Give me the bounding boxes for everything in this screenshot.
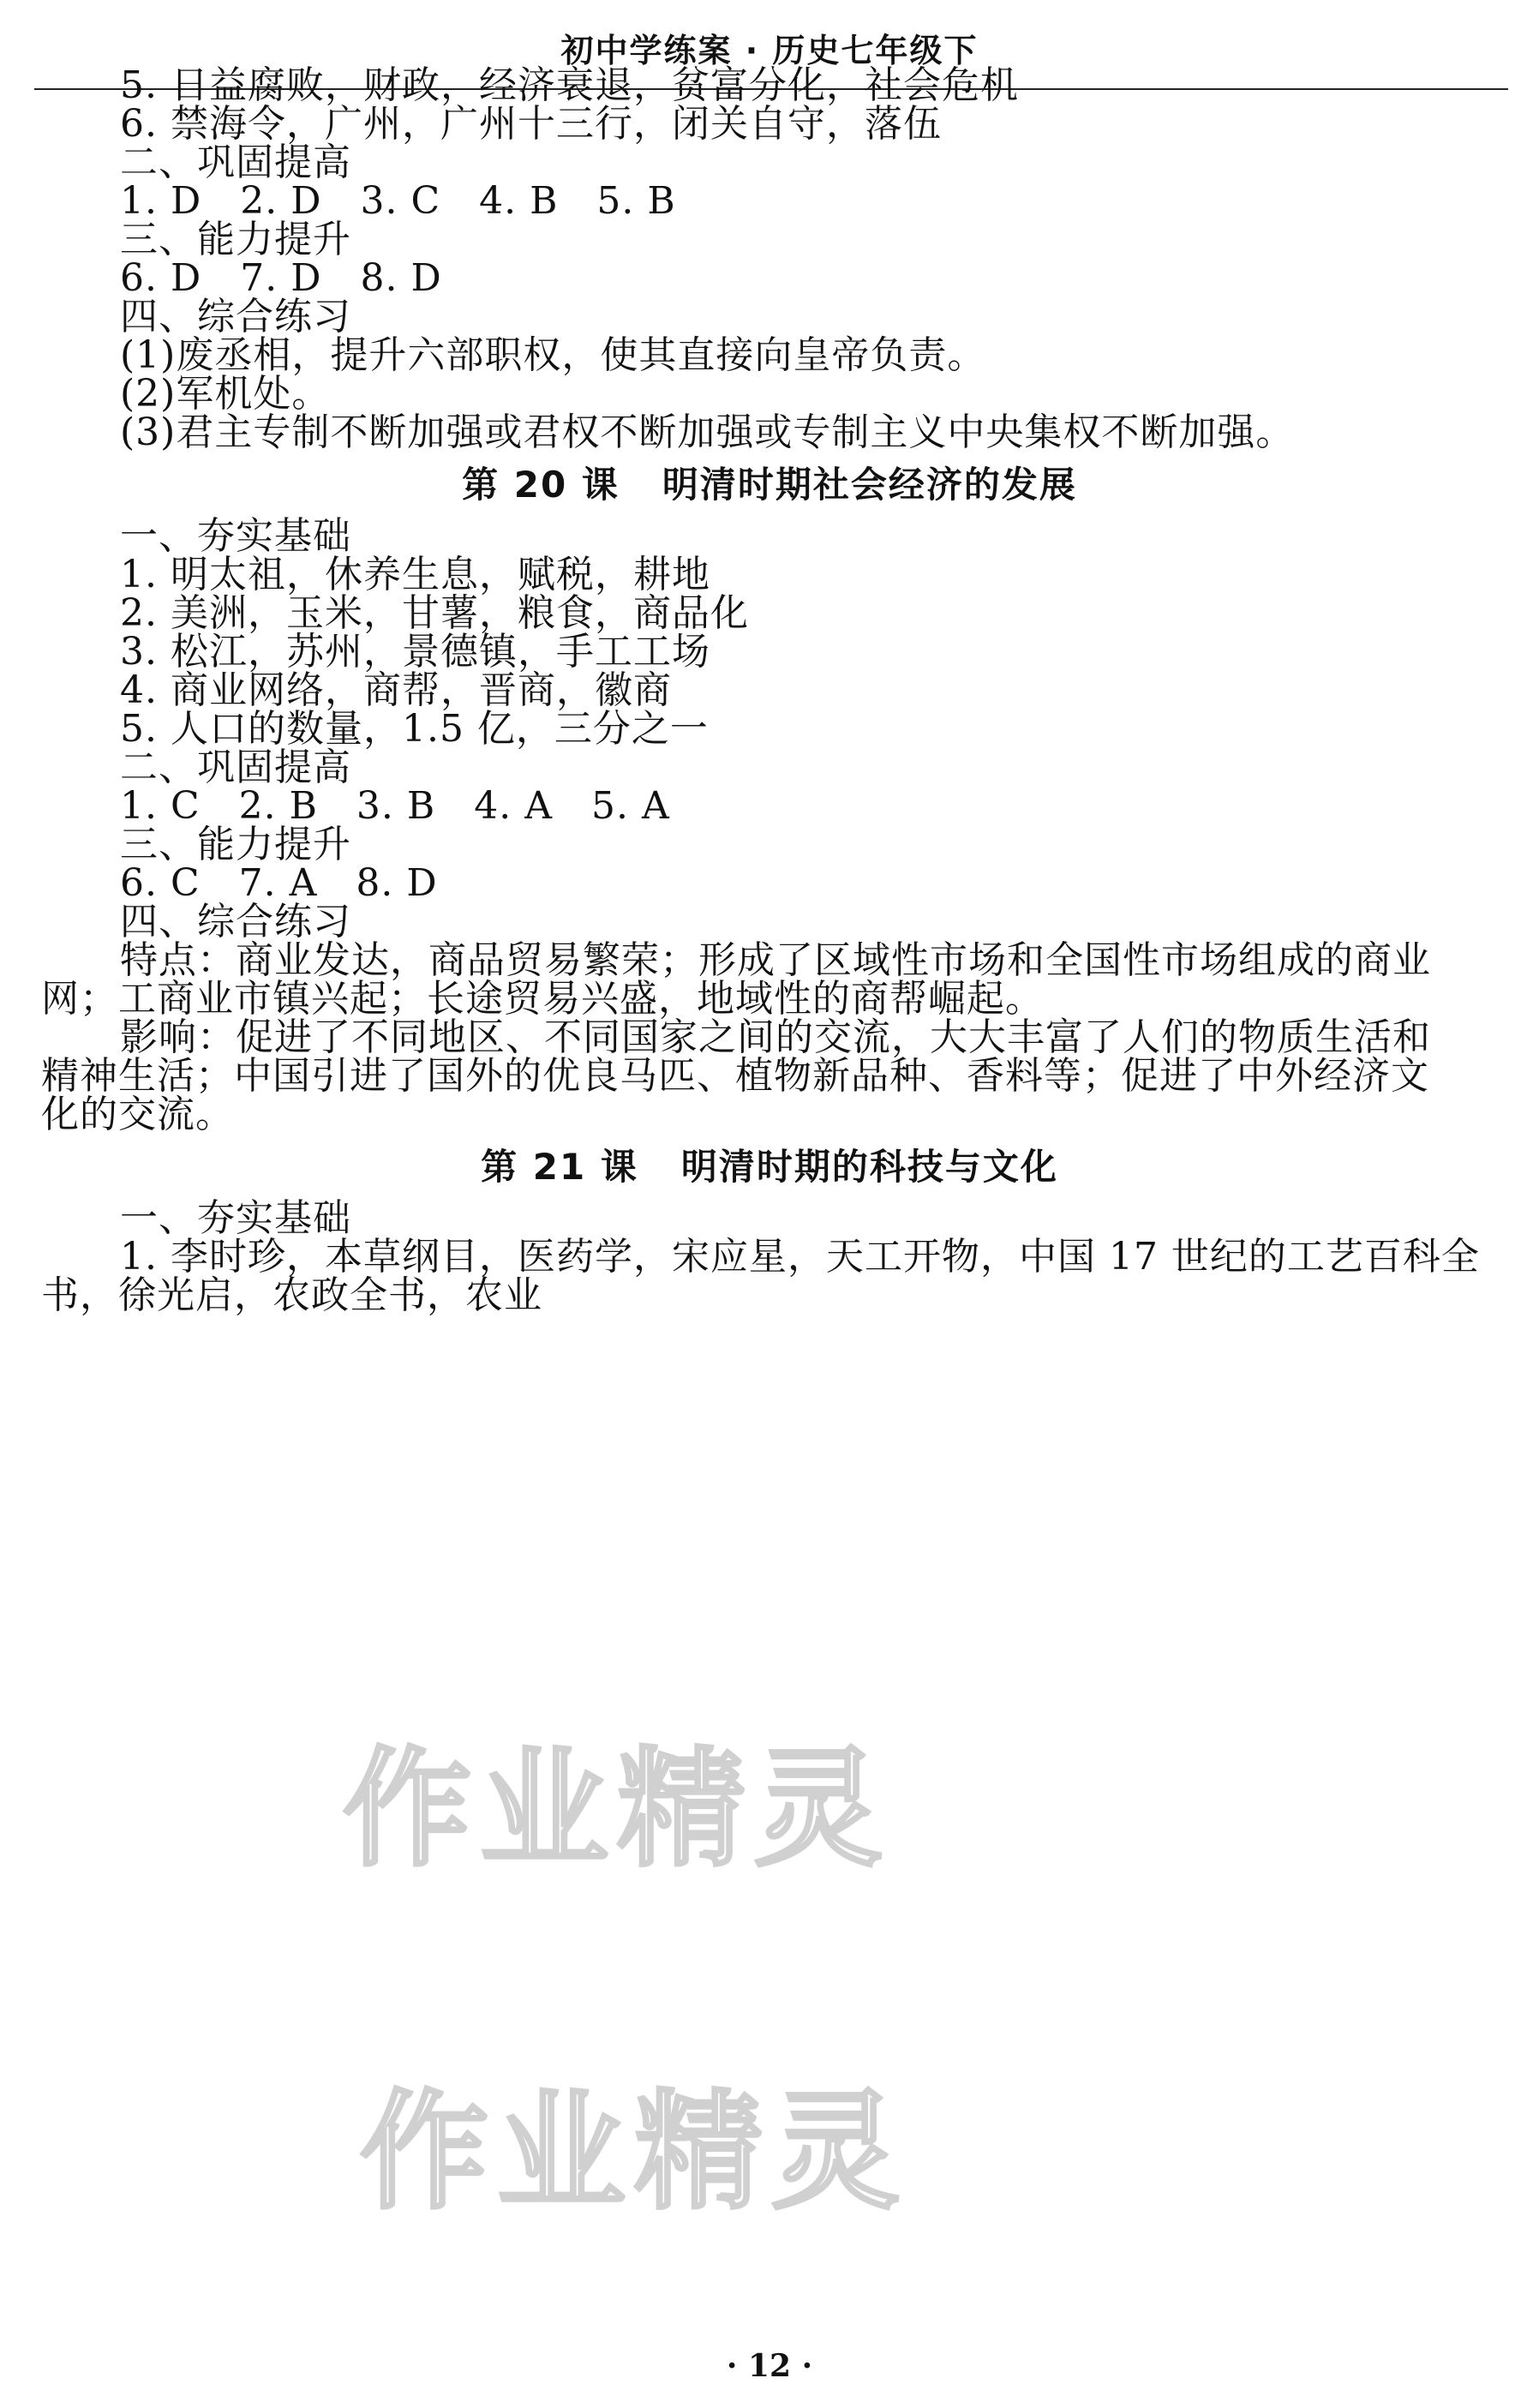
lesson-name: 明清时期的科技与文化 bbox=[680, 1146, 1058, 1188]
answer-line: 3. 松江，苏州，景德镇，手工工场 bbox=[120, 630, 710, 674]
watermark: 作业精灵 bbox=[360, 2078, 909, 2227]
answer-line: 书，徐光启，农政全书，农业 bbox=[41, 1273, 542, 1317]
lesson-number: 第 20 课 bbox=[462, 464, 620, 506]
paragraph-line: 特点：商业发达，商品贸易繁荣；形成了区域性市场和全国性市场组成的商业 bbox=[120, 938, 1431, 982]
section-heading: 四、综合练习 bbox=[120, 900, 351, 943]
lesson-name: 明清时期社会经济的发展 bbox=[662, 464, 1077, 506]
lesson-number: 第 21 课 bbox=[481, 1146, 638, 1188]
answer-line: 2. 美洲，玉米，甘薯，粮食，商品化 bbox=[120, 591, 749, 635]
section-heading: 三、能力提升 bbox=[120, 218, 351, 261]
answer-line: 4. 商业网络，商帮，晋商，徽商 bbox=[120, 668, 672, 712]
watermark: 作业精灵 bbox=[343, 1735, 892, 1884]
answer-line: 1. C 2. B 3. B 4. A 5. A bbox=[120, 784, 670, 828]
paragraph-line: 精神生活；中国引进了国外的优良马匹、植物新品种、香料等；促进了中外经济文 bbox=[41, 1054, 1429, 1098]
page-number: · 12 · bbox=[726, 2348, 813, 2384]
section-heading: 二、巩固提高 bbox=[120, 141, 351, 184]
section-heading: 一、夯实基础 bbox=[120, 514, 351, 558]
answer-line: 1. D 2. D 3. C 4. B 5. B bbox=[120, 179, 676, 223]
answer-line: 5. 日益腐败，财政，经济衰退，贫富分化，社会危机 bbox=[120, 63, 1019, 107]
running-header: 初中学练案 · 历史七年级下 bbox=[560, 32, 979, 69]
answer-line: 6. C 7. A 8. D bbox=[120, 861, 438, 905]
paragraph-line: 化的交流。 bbox=[41, 1093, 234, 1136]
section-heading: 四、综合练习 bbox=[120, 295, 351, 338]
answer-line: (1)废丞相，提升六部职权，使其直接向皇帝负责。 bbox=[120, 333, 986, 377]
paragraph-line: 影响：促进了不同地区、不同国家之间的交流，大大丰富了人们的物质生活和 bbox=[120, 1015, 1431, 1059]
section-heading: 三、能力提升 bbox=[120, 823, 351, 866]
answer-line: 6. D 7. D 8. D bbox=[120, 256, 442, 300]
answer-line: 6. 禁海令，广州，广州十三行，闭关自守，落伍 bbox=[120, 102, 942, 146]
lesson-title bbox=[0, 1143, 1539, 1191]
lesson-title bbox=[0, 461, 1539, 509]
answer-line: 1. 李时珍，本草纲目，医药学，宋应星，天工开物，中国 17 世纪的工艺百科全 bbox=[120, 1235, 1480, 1279]
section-heading: 二、巩固提高 bbox=[120, 746, 351, 789]
answer-line: 5. 人口的数量，1.5 亿，三分之一 bbox=[120, 707, 709, 751]
answer-line: (3)君主专制不断加强或君权不断加强或专制主义中央集权不断加强。 bbox=[120, 410, 1295, 454]
answer-line: 1. 明太祖，休养生息，赋税，耕地 bbox=[120, 553, 710, 596]
section-heading: 一、夯实基础 bbox=[120, 1196, 351, 1240]
answer-line: (2)军机处。 bbox=[120, 372, 331, 416]
paragraph-line: 网；工商业市镇兴起；长途贸易兴盛，地域性的商帮崛起。 bbox=[41, 977, 1044, 1021]
